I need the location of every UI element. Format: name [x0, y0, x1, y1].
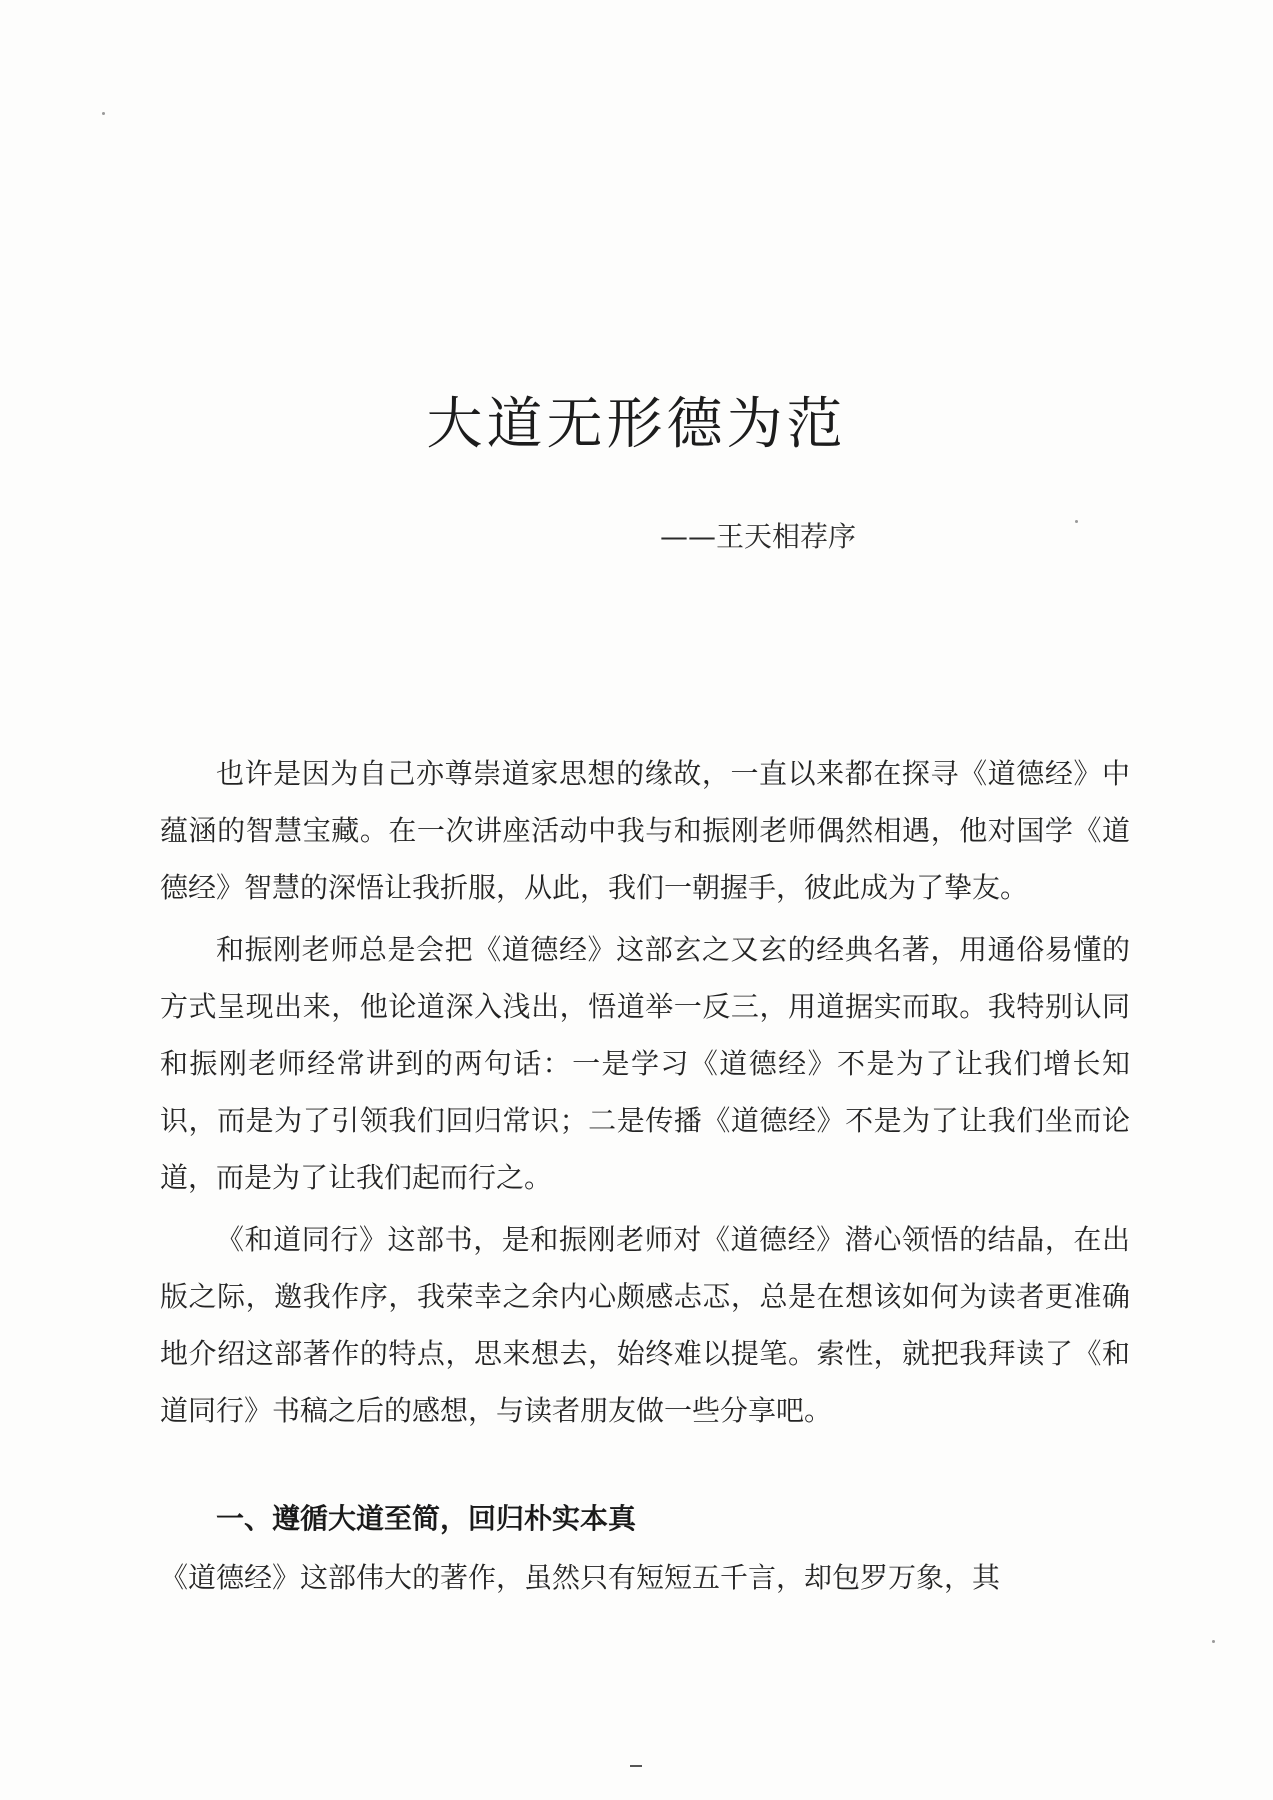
page-footer-mark — [630, 1765, 642, 1767]
paragraph: 《和道同行》这部书，是和振刚老师对《道德经》潜心领悟的结晶，在出版之际，邀我作序，我荣幸之余内心颇感忐忑，总是在想该如何为读者更准确地介绍这部著作的特点，思来想去，始终难以提笔。索性，就把我拜读了《和道同行》书稿之后的感想，与读者朋友做一些分享吧。 — [160, 1223, 1130, 1427]
scan-speck — [1075, 520, 1078, 523]
body-text — [160, 745, 1130, 1611]
scan-speck — [102, 112, 105, 115]
page-title: 大道无形德为范 — [426, 392, 847, 457]
scan-speck — [1212, 1640, 1215, 1643]
byline: ——王天相荐序 — [660, 520, 857, 553]
section-heading: 一、遵循大道至简，回归朴实本真 — [216, 1502, 637, 1535]
paragraph: 《道德经》这部伟大的著作，虽然只有短短五千言，却包罗万象，其 — [160, 1561, 1001, 1594]
paragraph: 也许是因为自己亦尊崇道家思想的缘故，一直以来都在探寻《道德经》中蕴涵的智慧宝藏。在一次讲座活动中我与和振刚老师偶然相遇，他对国学《道德经》智慧的深悟让我折服，从此，我们一朝握手，彼此成为了挚友。 — [160, 757, 1130, 904]
paragraph: 和振刚老师总是会把《道德经》这部玄之又玄的经典名著，用通俗易懂的方式呈现出来，他论道深入浅出，悟道举一反三，用道据实而取。我特别认同和振刚老师经常讲到的两句话：一是学习《道德经》不是为了让我们增长知识，而是为了引领我们回归常识；二是传播《道德经》不是为了让我们坐而论道，而是为了让我们起而行之。 — [160, 933, 1130, 1194]
